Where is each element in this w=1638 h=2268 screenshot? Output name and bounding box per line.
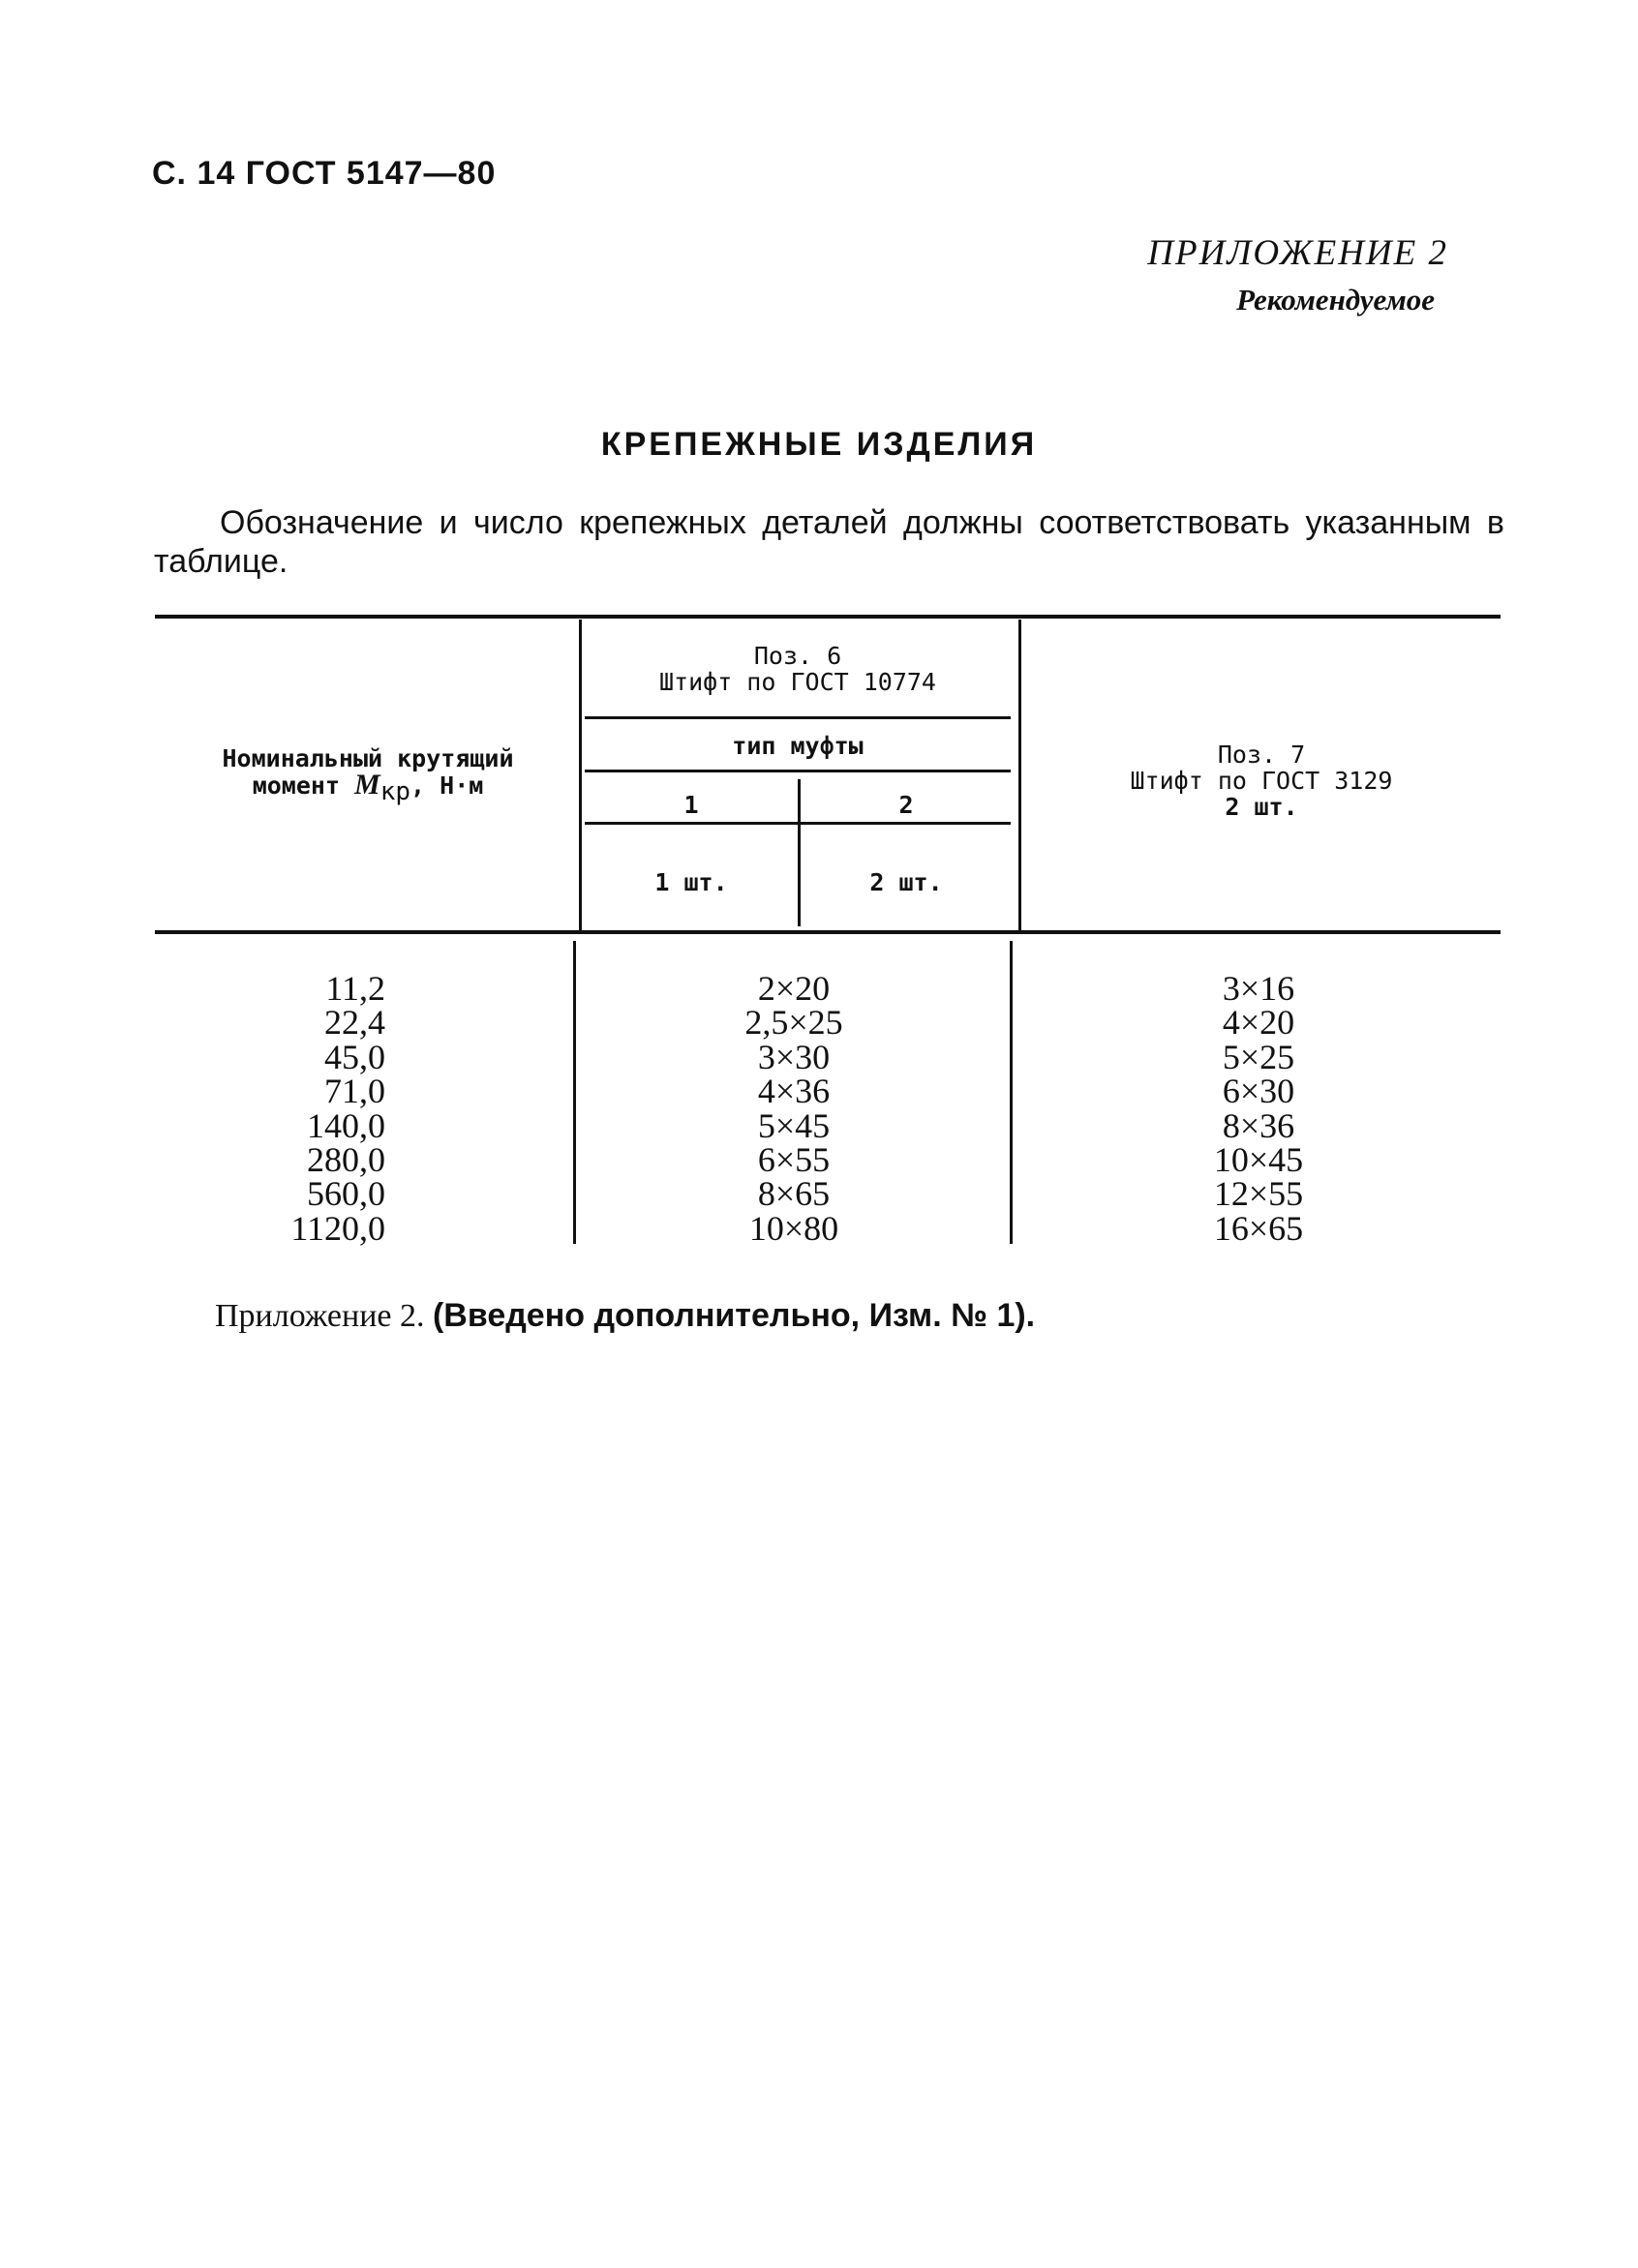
- table-cell-pin7: 10×45: [1213, 1140, 1304, 1180]
- table-header-rule: [155, 930, 1501, 934]
- table-cell-pin6: 8×65: [757, 1174, 831, 1214]
- amendment-note: [215, 1297, 1035, 1335]
- table-cell-pin7: 12×55: [1213, 1174, 1304, 1214]
- table-cell-torque: 140,0: [307, 1105, 385, 1145]
- pos7-header: [1024, 741, 1499, 820]
- torque-column-header: [184, 745, 552, 805]
- amendment-note-bold: (Введено дополнительно, Изм. № 1).: [432, 1297, 1036, 1334]
- torque-header-subscript: кр: [379, 777, 411, 806]
- table-cell-pin7: 3×16: [1222, 969, 1295, 1008]
- appendix-label: ПРИЛОЖЕНИЕ 2: [1147, 233, 1448, 273]
- table-cell-pin7: 8×36: [1222, 1105, 1295, 1145]
- document-title: КРЕПЕЖНЫЕ ИЗДЕЛИЯ: [600, 426, 1038, 463]
- table-cell-pin6: 2×20: [757, 969, 831, 1008]
- table-cell-torque: 1120,0: [290, 1208, 385, 1248]
- body-divider-left: [573, 941, 576, 1244]
- amendment-note-prefix: Приложение 2.: [215, 1298, 433, 1334]
- header-divider-right: [1018, 620, 1021, 931]
- pin7-column: [1007, 969, 1510, 1248]
- type-number-rule: [585, 822, 1011, 825]
- pos6-rule: [585, 716, 1011, 719]
- quantity-type-2: 2 шт.: [869, 868, 943, 896]
- pos6-header-line2: Штифт по ГОСТ 10774: [659, 668, 936, 696]
- table-cell-pin6: 5×45: [757, 1105, 831, 1145]
- pin6-column: [581, 969, 1007, 1248]
- coupling-type-rule: [585, 770, 1011, 772]
- table-cell-torque: 22,4: [324, 1003, 385, 1043]
- table-cell-torque: 11,2: [325, 969, 385, 1008]
- table-cell-torque: 560,0: [307, 1174, 385, 1214]
- table-cell-pin6: 6×55: [757, 1140, 831, 1180]
- torque-header-symbol: M: [354, 769, 380, 801]
- coupling-type-2: 2: [898, 791, 914, 819]
- table-cell-pin7: 16×65: [1213, 1208, 1304, 1248]
- pos7-header-line2: Штифт по ГОСТ 3129: [1130, 767, 1393, 795]
- table-cell-pin7: 6×30: [1222, 1072, 1295, 1111]
- pos6-header-line1: Поз. 6: [753, 642, 842, 670]
- torque-header-line1: Номинальный крутящий: [222, 744, 514, 772]
- coupling-type-header: тип муфты: [732, 732, 864, 760]
- table-top-rule: [155, 615, 1501, 619]
- table-cell-pin6: 4×36: [757, 1072, 831, 1111]
- pos6-header: [585, 643, 1011, 695]
- coupling-type-1: 1: [683, 791, 699, 819]
- table-cell-torque: 71,0: [324, 1072, 385, 1111]
- torque-header-line2: [184, 771, 552, 805]
- intro-paragraph: Обозначение и число крепежных деталей должны соответствовать указанным в таблице.: [154, 504, 1504, 580]
- header-divider-type: [798, 779, 801, 926]
- table-cell-torque: 45,0: [324, 1037, 385, 1076]
- table-cell-pin6: 2,5×25: [744, 1003, 843, 1043]
- torque-column: [155, 969, 385, 1248]
- table-cell-torque: 280,0: [307, 1140, 385, 1180]
- header-divider-left: [579, 620, 582, 931]
- table-cell-pin7: 4×20: [1222, 1003, 1295, 1043]
- torque-header-prefix: момент: [252, 771, 355, 800]
- table-cell-pin7: 5×25: [1222, 1037, 1295, 1076]
- table-cell-pin6: 3×30: [757, 1037, 831, 1076]
- table-cell-pin6: 10×80: [748, 1208, 839, 1248]
- appendix-status: Рекомендуемое: [1236, 283, 1435, 317]
- pos7-header-line3: 2 шт.: [1225, 793, 1298, 821]
- pos7-header-line1: Поз. 7: [1217, 741, 1306, 769]
- torque-header-unit: , Н·м: [410, 771, 484, 800]
- page-header: С. 14 ГОСТ 5147—80: [152, 155, 497, 192]
- quantity-type-1: 1 шт.: [654, 868, 728, 896]
